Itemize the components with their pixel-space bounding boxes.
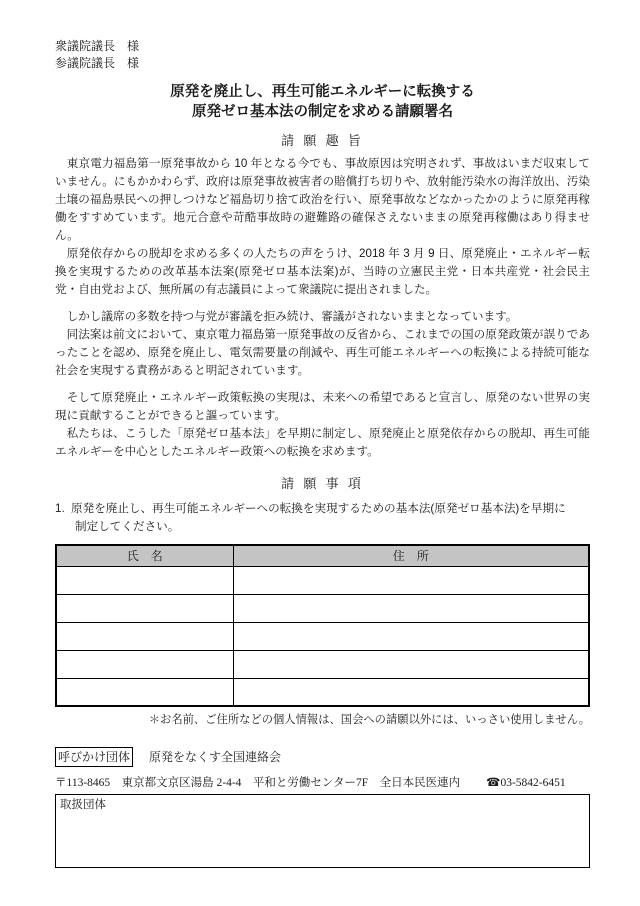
request-item-text: 原発を廃止し、再生可能エネルギーへの転換を実現するための基本法(原発ゼロ基本法)を早期に <box>71 502 566 515</box>
request-item-line1 <box>55 500 590 518</box>
address-cell <box>233 566 589 594</box>
name-cell <box>56 678 233 706</box>
address-cell <box>233 622 589 650</box>
document-title-line2: 原発ゼロ基本法の制定を求める請願署名 <box>192 104 453 120</box>
document-title-line1: 原発を廃止し、再生可能エネルギーに転換する <box>170 84 475 100</box>
address-column-header: 住 所 <box>233 545 589 566</box>
request-item-line2: 制定してください。 <box>75 520 180 533</box>
address-cell <box>233 650 589 678</box>
name-column-header: 氏 名 <box>56 545 233 566</box>
addressee-house-of-councillors: 参議院議長 様 <box>55 56 140 70</box>
addressee-block <box>55 38 590 72</box>
addressee-house-of-representatives: 衆議院議長 様 <box>55 39 140 53</box>
purpose-paragraph: 原発依存からの脱却を求める多くの人たちの声をうけ、2018 年 3 月 9 日、原発廃止・エネルギー転換を実現するための改革基本法案(原発ゼロ基本法案)が、当時の立憲民主党・日本共産党・社会民主党・自由党および、無所属の有志議員によって衆議院に提出されました。 <box>55 247 590 296</box>
organizer-label: 呼びかけ団体 <box>55 747 133 767</box>
document-title <box>55 82 590 122</box>
purpose-paragraph: 東京電力福島第一原発事故から 10 年となる今でも、事故原因は究明されず、事故はいまだ収束していません。にもかかわらず、政府は原発事故被害者の賠償打ち切りや、放射能汚染水の海洋放出、汚染土壌の福島県民への押しつけなど福島切り捨て政治を行い、原発事故などなかったかのように原発再稼働をすすめています。地元合意や苛酷事故時の避難路の確保さえないままの原発再稼働はあり得ません。 <box>55 157 590 242</box>
contact-address: 〒113-8465 東京都文京区湯島 2-4-4 平和と労働センター7F 全日本民医連内 <box>55 777 461 789</box>
signature-table-header-row <box>56 545 589 566</box>
purpose-paragraph: 私たちは、こうした「原発ゼロ基本法」を早期に制定し、原発廃止と原発依存からの脱却、再生可能エネルギーを中心としたエネルギー政策への転換を求めます。 <box>55 427 590 458</box>
address-cell <box>233 594 589 622</box>
purpose-section-heading: 請 願 趣 旨 <box>281 133 364 148</box>
purpose-paragraph: 同法案は前文において、東京電力福島第一原発事故の反省から、これまでの国の原発政策が誤りであったことを認め、原発を廃止し、電気需要量の削減や、再生可能エネルギーへの転換による持続可能な社会を実現する責務があると明記されています。 <box>55 328 590 377</box>
privacy-note: ＊お名前、ご住所などの個人情報は、国会への請願以外には、いっさい使用しません。 <box>148 714 590 726</box>
name-cell <box>56 650 233 678</box>
signature-table <box>55 544 590 707</box>
request-item-number: 1. <box>55 502 65 515</box>
name-cell <box>56 594 233 622</box>
name-cell <box>56 566 233 594</box>
signature-row <box>56 594 589 622</box>
request-item-1 <box>55 500 590 536</box>
contact-row <box>55 775 590 791</box>
signature-row <box>56 678 589 706</box>
signature-row <box>56 622 589 650</box>
telephone-icon: ☎ <box>486 777 501 789</box>
purpose-paragraph: しかし議席の多数を持つ与党が審議を拒み続け、審議がされないままとなっています。 <box>55 310 518 323</box>
signature-row <box>56 650 589 678</box>
name-cell <box>56 622 233 650</box>
address-cell <box>233 678 589 706</box>
contact-phone <box>486 777 566 789</box>
signature-row <box>56 566 589 594</box>
request-section-heading: 請 願 事 項 <box>281 476 364 491</box>
handling-organizations-label: 取扱団体 <box>60 799 106 811</box>
phone-number: 03-5842-6451 <box>500 777 566 789</box>
purpose-body <box>55 155 590 461</box>
purpose-paragraph: そして原発廃止・エネルギー政策転換の実現は、未来への希望であると宣言し、原発のない世界の実現に貢献することができると謳っています。 <box>55 391 590 422</box>
organizer-name: 原発をなくす全国連絡会 <box>149 750 282 764</box>
organizer-row <box>55 747 590 767</box>
handling-organizations-box <box>55 794 590 868</box>
